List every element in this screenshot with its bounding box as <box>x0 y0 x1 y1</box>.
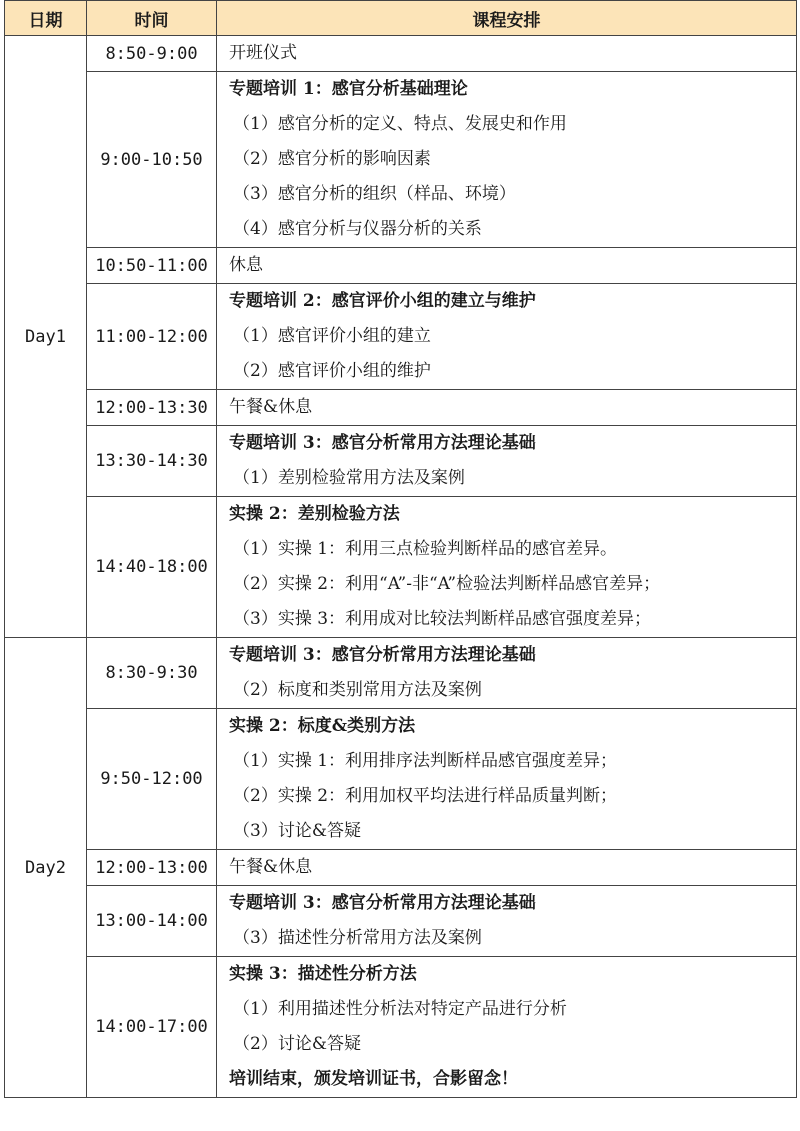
session-time: 9:50-12:00 <box>87 709 217 850</box>
session-content <box>217 390 797 426</box>
session-item: （3）实操 3：利用成对比较法判断样品感官强度差异； <box>233 609 652 629</box>
session-text: 午餐&休息 <box>229 397 313 417</box>
session-content <box>217 248 797 284</box>
table-row <box>5 886 797 957</box>
header-time: 时间 <box>87 1 217 36</box>
session-title: 实操 2：差别检验方法 <box>229 504 400 524</box>
session-time: 13:00-14:00 <box>87 886 217 957</box>
session-time: 12:00-13:00 <box>87 850 217 886</box>
table-row <box>5 36 797 72</box>
table-row <box>5 850 797 886</box>
session-content <box>217 709 797 850</box>
session-item: （2）实操 2：利用“A”-非“A”检验法判断样品感官差异； <box>233 574 661 594</box>
table-row <box>5 638 797 709</box>
table-row <box>5 284 797 390</box>
session-content <box>217 638 797 709</box>
session-time: 13:30-14:30 <box>87 426 217 497</box>
header-content: 课程安排 <box>217 1 797 36</box>
session-item: （3）讨论&答疑 <box>233 821 361 841</box>
table-row <box>5 497 797 638</box>
header-date: 日期 <box>5 1 87 36</box>
session-item: （2）感官评价小组的维护 <box>233 361 431 381</box>
table-row <box>5 426 797 497</box>
header-row <box>5 1 797 36</box>
session-time: 14:40-18:00 <box>87 497 217 638</box>
session-content <box>217 886 797 957</box>
session-title: 专题培训 3：感官分析常用方法理论基础 <box>229 645 536 665</box>
session-item: （2）实操 2：利用加权平均法进行样品质量判断； <box>233 786 618 806</box>
closing-note: 培训结束，颁发培训证书，合影留念！ <box>229 1069 518 1089</box>
session-item: （3）描述性分析常用方法及案例 <box>233 928 482 948</box>
session-item: （3）感官分析的组织（样品、环境） <box>233 184 516 204</box>
day-label: Day2 <box>5 638 87 1098</box>
schedule-body <box>5 36 797 1098</box>
session-item: （1）感官评价小组的建立 <box>233 326 431 346</box>
session-item: （4）感官分析与仪器分析的关系 <box>233 219 482 239</box>
schedule-table <box>4 0 797 1098</box>
session-time: 9:00-10:50 <box>87 72 217 248</box>
session-time: 8:50-9:00 <box>87 36 217 72</box>
table-row <box>5 957 797 1098</box>
session-content <box>217 957 797 1098</box>
session-content <box>217 36 797 72</box>
session-title: 专题培训 3：感官分析常用方法理论基础 <box>229 893 536 913</box>
session-item: （2）感官分析的影响因素 <box>233 149 431 169</box>
session-content <box>217 72 797 248</box>
table-row <box>5 72 797 248</box>
session-item: （1）感官分析的定义、特点、发展史和作用 <box>233 114 567 134</box>
session-item: （1）差别检验常用方法及案例 <box>233 468 465 488</box>
session-title: 专题培训 2：感官评价小组的建立与维护 <box>229 291 536 311</box>
session-title: 实操 3：描述性分析方法 <box>229 964 417 984</box>
session-time: 8:30-9:30 <box>87 638 217 709</box>
session-title: 专题培训 1：感官分析基础理论 <box>229 79 468 99</box>
session-title: 实操 2：标度&类别方法 <box>229 716 416 736</box>
table-row <box>5 709 797 850</box>
day-label: Day1 <box>5 36 87 638</box>
session-content <box>217 850 797 886</box>
table-row <box>5 248 797 284</box>
session-item: （2）讨论&答疑 <box>233 1034 361 1054</box>
session-content <box>217 426 797 497</box>
session-item: （1）利用描述性分析法对特定产品进行分析 <box>233 999 567 1019</box>
session-item: （2）标度和类别常用方法及案例 <box>233 680 482 700</box>
session-text: 午餐&休息 <box>229 857 313 877</box>
session-title: 专题培训 3：感官分析常用方法理论基础 <box>229 433 536 453</box>
session-time: 11:00-12:00 <box>87 284 217 390</box>
table-row <box>5 390 797 426</box>
session-time: 14:00-17:00 <box>87 957 217 1098</box>
session-text: 开班仪式 <box>229 43 297 63</box>
session-item: （1）实操 1：利用排序法判断样品感官强度差异； <box>233 751 618 771</box>
session-content <box>217 284 797 390</box>
session-content <box>217 497 797 638</box>
session-item: （1）实操 1：利用三点检验判断样品的感官差异。 <box>233 539 618 559</box>
session-time: 12:00-13:30 <box>87 390 217 426</box>
session-text: 休息 <box>229 255 263 275</box>
session-time: 10:50-11:00 <box>87 248 217 284</box>
